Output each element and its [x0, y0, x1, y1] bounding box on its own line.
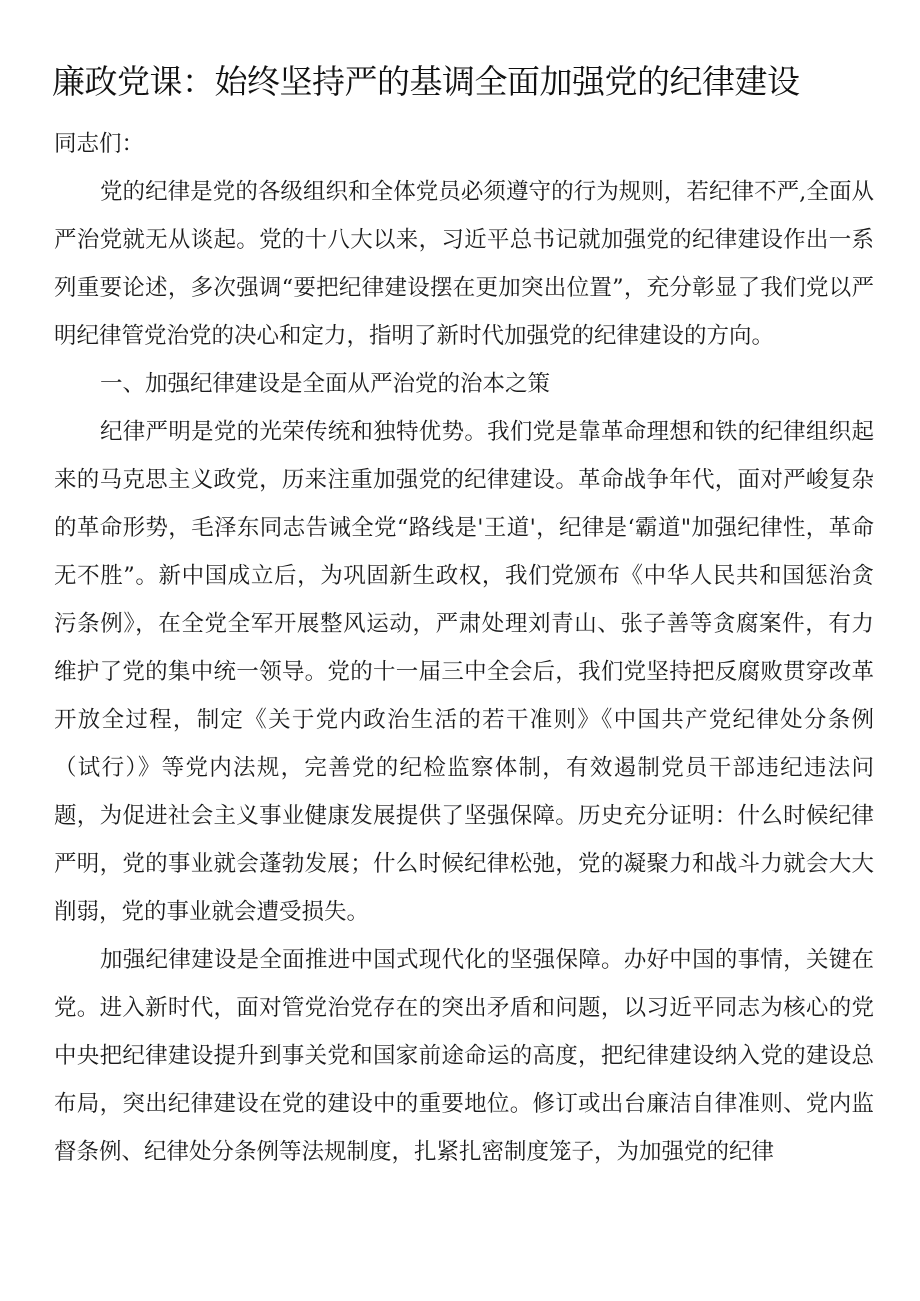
paragraph-modernization: 加强纪律建设是全面推进中国式现代化的坚强保障。办好中国的事情，关键在党。进入新时代，面对管党治党存在的突出矛盾和问题，以习近平同志为核心的党中央把纪律建设提升到事关党和国家前途命运的高度，把纪律建设纳入党的建设总布局，突出纪律建设在党的建设中的重要地位。修订或出台廉洁自律准则、党内监督条例、纪律处分条例等法规制度，扎紧扎密制度笼子，为加强党的纪律 — [54, 947, 874, 1165]
greeting: 同志们： — [54, 131, 145, 157]
paragraph-discipline-tradition: 纪律严明是党的光荣传统和独特优势。我们党是靠革命理想和铁的纪律组织起来的马克思主义政党，历来注重加强党的纪律建设。革命战争年代，面对严峻复杂的革命形势，毛泽东同志告诫全党“路线是'王道'，纪律是‘霸道"加强纪律性，革命无不胜”。新中国成立后，为巩固新生政权，我们党颁布《中华人民共和国惩治贪污条例》，在全党全军开展整风运动，严肃处理刘青山、张子善等贪腐案件，有力维护了党的集中统一领导。党的十一届三中全会后，我们党坚持把反腐败贯穿改革开放全过程，制定《关于党内政治生活的若干准则》《中国共产党纪律处分条例（试行）》等党内法规，完善党的纪检监察体制，有效遏制党员干部违纪违法问题，为促进社会主义事业健康发展提供了坚强保障。历史充分证明：什么时候纪律严明，党的事业就会蓬勃发展；什么时候纪律松弛，党的凝聚力和战斗力就会大大削弱，党的事业就会遭受损失。 — [54, 419, 874, 925]
section-heading-1: 一、加强纪律建设是全面从严治党的治本之策 — [100, 371, 551, 397]
paragraph-intro: 党的纪律是党的各级组织和全体党员必须遵守的行为规则，若纪律不严,全面从严治党就无从谈起。党的十八大以来，习近平总书记就加强党的纪律建设作出一系列重要论述，多次强调“要把纪律建设摆在更加突出位置”，充分彰显了我们党以严明纪律管党治党的决心和定力，指明了新时代加强党的纪律建设的方向。 — [54, 179, 874, 349]
document-body — [54, 120, 874, 1176]
document-title: 廉政党课：始终坚持严的基调全面加强党的纪律建设 — [52, 62, 800, 101]
